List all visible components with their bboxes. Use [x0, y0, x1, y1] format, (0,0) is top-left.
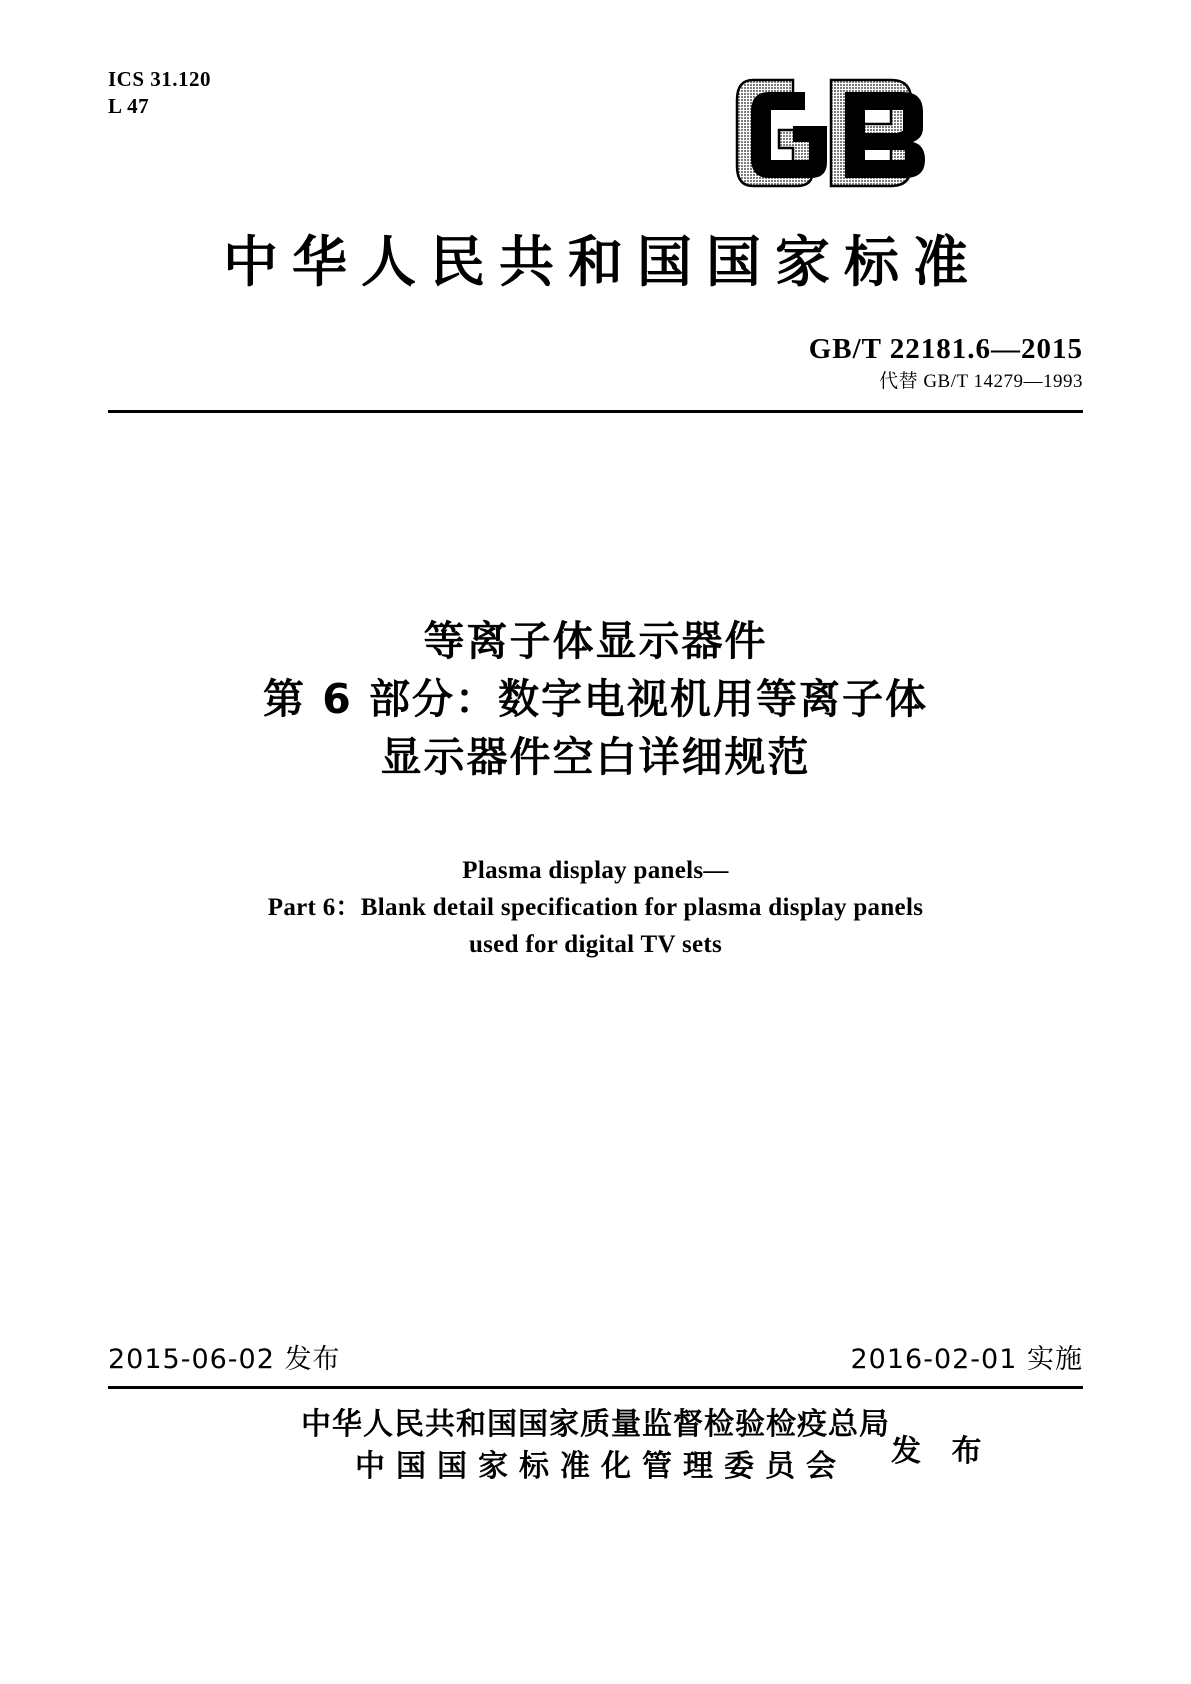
document-title-cn-line3: 显示器件空白详细规范: [380, 733, 811, 781]
standard-replaces: 代替 GB/T 14279—1993: [879, 371, 1083, 392]
document-title-en-line3: used for digital TV sets: [468, 931, 723, 958]
standard-number: GB/T 22181.6—2015: [808, 333, 1083, 365]
national-standard-title: 中华人民共和国国家标准: [222, 230, 982, 294]
publisher-issue-label: 发 布: [891, 1434, 992, 1469]
implementation-date: 2016-02-01 实施: [850, 1344, 1083, 1375]
header-divider: [108, 410, 1083, 413]
document-title-en-line1: Plasma display panels—: [462, 857, 729, 884]
publisher-line-2: 中国国家标准化管理委员会: [355, 1449, 847, 1484]
document-title-en-line2: Part 6：Blank detail specification for plasma display panels: [267, 894, 924, 921]
footer-divider: [108, 1386, 1083, 1389]
gb-logo-icon: [735, 78, 950, 188]
classification-code: L 47: [108, 94, 150, 118]
issue-date: 2015-06-02 发布: [108, 1344, 341, 1375]
document-title-cn-line2: 第 6 部分：数字电视机用等离子体: [262, 675, 929, 723]
document-title-en: [0, 852, 1191, 963]
publisher-line-1: 中华人民共和国国家质量监督检验检疫总局: [301, 1407, 890, 1442]
document-title-cn-line1: 等离子体显示器件: [423, 617, 768, 665]
document-title-cn: [0, 612, 1191, 786]
publisher-block: [0, 1404, 1191, 1488]
ics-code: ICS 31.120: [108, 67, 212, 91]
ics-classification-block: [108, 66, 211, 120]
